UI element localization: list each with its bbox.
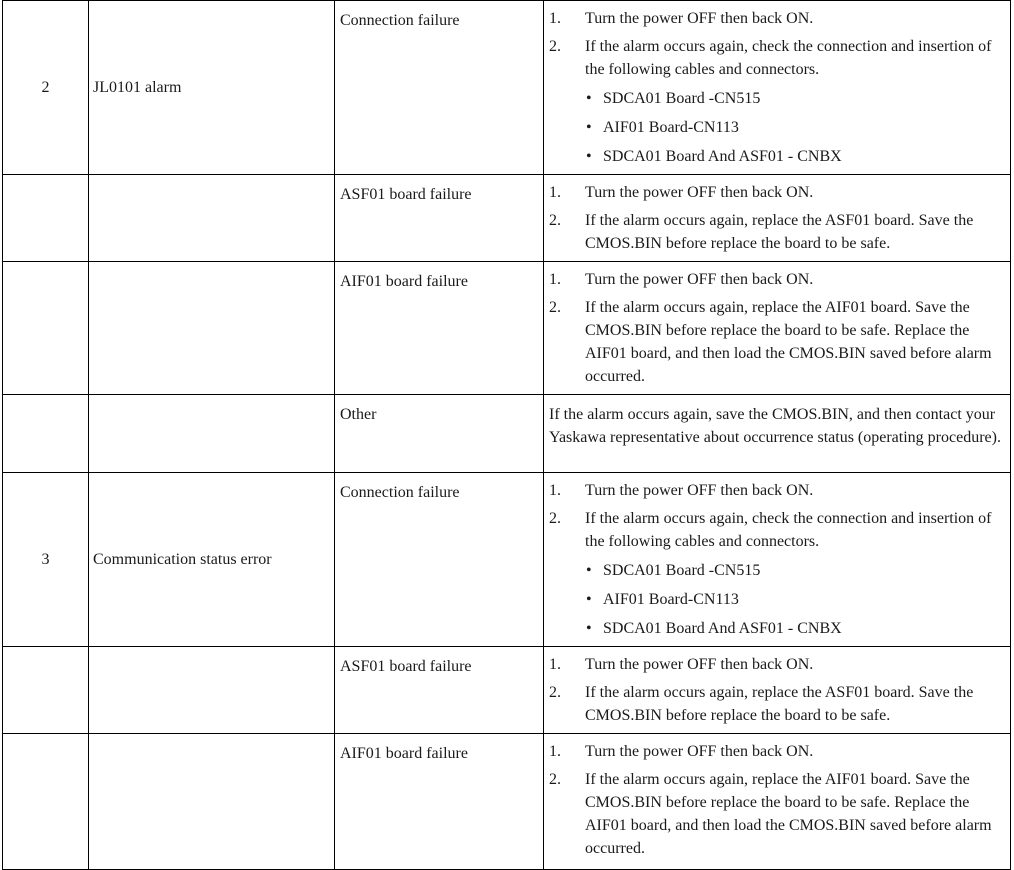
step-text: Turn the power OFF then back ON. [585, 271, 814, 288]
action-text: If the alarm occurs again, save the CMOS.BIN, and then contact your Yaskawa representative about occurrence status (operating procedure). [549, 406, 1001, 446]
row-number-cell [3, 1, 89, 175]
bullet-icon: • [586, 620, 592, 637]
alarm-name-cell [89, 473, 335, 647]
step-text: If the alarm occurs again, replace the AIF01 board. Save the CMOS.BIN before replace the board to be safe. Replace the AIF01 board, and then load the CMOS.BIN saved before alarm occurred. [585, 771, 992, 857]
alarm-name-cell [89, 262, 335, 395]
step-text: Turn the power OFF then back ON. [585, 10, 814, 27]
cause-cell [335, 395, 544, 473]
bullet-icon: • [586, 562, 592, 579]
bullet-icon: • [586, 148, 592, 165]
alarm-number: 3 [41, 551, 50, 568]
step-body [585, 181, 1006, 204]
step-body [585, 268, 1006, 291]
action-step [549, 296, 1006, 388]
row-number-cell [3, 734, 89, 870]
list-item-text: SDCA01 Board -CN515 [603, 90, 761, 107]
step-number: 1. [549, 271, 561, 288]
alarm-number: 2 [41, 79, 50, 96]
step-number: 1. [549, 656, 561, 673]
corrective-action-cell [544, 647, 1011, 734]
list-item [585, 588, 1006, 611]
action-step [549, 740, 1006, 763]
cause-label: ASF01 board failure [340, 186, 472, 203]
bullet-icon: • [586, 119, 592, 136]
step-body [585, 653, 1006, 676]
list-item-text: AIF01 Board-CN113 [603, 591, 739, 608]
step-number: 2. [549, 510, 561, 527]
action-step [549, 681, 1006, 727]
action-step [549, 181, 1006, 204]
alarm-name-cell [89, 647, 335, 734]
step-number: 2. [549, 38, 561, 55]
step-number: 2. [549, 684, 561, 701]
step-body [585, 768, 1006, 860]
step-number: 1. [549, 184, 561, 201]
row-number-cell [3, 395, 89, 473]
list-item [585, 559, 1006, 582]
corrective-action-cell [544, 395, 1011, 473]
table-row [3, 647, 1011, 734]
cause-label: ASF01 board failure [340, 658, 472, 675]
action-step [549, 653, 1006, 676]
action-step [549, 268, 1006, 291]
step-number: 1. [549, 743, 561, 760]
table-row [3, 395, 1011, 473]
step-body [585, 681, 1006, 727]
bullet-icon: • [586, 591, 592, 608]
alarm-name: JL0101 alarm [93, 79, 182, 96]
alarm-name-cell [89, 1, 335, 175]
cause-cell [335, 647, 544, 734]
step-body [585, 507, 1006, 640]
action-step [549, 7, 1006, 30]
corrective-action-cell [544, 1, 1011, 175]
list-item [585, 145, 1006, 168]
list-item-text: AIF01 Board-CN113 [603, 119, 739, 136]
step-text: If the alarm occurs again, check the connection and insertion of the following cables and connectors. [585, 38, 992, 78]
step-text: If the alarm occurs again, replace the AIF01 board. Save the CMOS.BIN before replace the board to be safe. Replace the AIF01 board, and then load the CMOS.BIN saved before alarm occurred. [585, 299, 992, 385]
connector-list [585, 87, 1006, 168]
alarm-name-cell [89, 734, 335, 870]
cause-cell [335, 1, 544, 175]
cause-label: AIF01 board failure [340, 273, 468, 290]
step-number: 2. [549, 771, 561, 788]
step-body [585, 7, 1006, 30]
corrective-action-cell [544, 175, 1011, 262]
step-body [585, 296, 1006, 388]
step-text: Turn the power OFF then back ON. [585, 482, 814, 499]
corrective-action-cell [544, 473, 1011, 647]
step-body [585, 479, 1006, 502]
cause-cell [335, 473, 544, 647]
cause-label: AIF01 board failure [340, 745, 468, 762]
corrective-action-cell [544, 734, 1011, 870]
row-number-cell [3, 262, 89, 395]
step-body [585, 740, 1006, 763]
row-number-cell [3, 175, 89, 262]
step-text: Turn the power OFF then back ON. [585, 743, 814, 760]
list-item [585, 617, 1006, 640]
table-row [3, 262, 1011, 395]
cause-label: Connection failure [340, 484, 460, 501]
table-row [3, 175, 1011, 262]
cause-cell [335, 262, 544, 395]
table-row [3, 473, 1011, 647]
step-text: If the alarm occurs again, check the connection and insertion of the following cables and connectors. [585, 510, 992, 550]
step-text: Turn the power OFF then back ON. [585, 656, 814, 673]
step-body [585, 35, 1006, 168]
step-number: 1. [549, 10, 561, 27]
step-text: If the alarm occurs again, replace the ASF01 board. Save the CMOS.BIN before replace the board to be safe. [585, 684, 974, 724]
step-number: 2. [549, 299, 561, 316]
row-number-cell [3, 473, 89, 647]
action-step [549, 479, 1006, 502]
list-item-text: SDCA01 Board -CN515 [603, 562, 761, 579]
table-row [3, 1, 1011, 175]
list-item-text: SDCA01 Board And ASF01 - CNBX [603, 148, 842, 165]
step-text: If the alarm occurs again, replace the ASF01 board. Save the CMOS.BIN before replace the board to be safe. [585, 212, 974, 252]
cause-cell [335, 734, 544, 870]
cause-cell [335, 175, 544, 262]
step-number: 2. [549, 212, 561, 229]
cause-label: Other [340, 406, 377, 423]
corrective-action-cell [544, 262, 1011, 395]
list-item [585, 87, 1006, 110]
list-item [585, 116, 1006, 139]
action-step [549, 768, 1006, 860]
alarm-name-cell [89, 395, 335, 473]
row-number-cell [3, 647, 89, 734]
alarm-name: Communication status error [93, 551, 272, 568]
step-text: Turn the power OFF then back ON. [585, 184, 814, 201]
action-step [549, 209, 1006, 255]
step-number: 1. [549, 482, 561, 499]
step-body [585, 209, 1006, 255]
alarm-troubleshooting-table [2, 0, 1011, 870]
connector-list [585, 559, 1006, 640]
action-step [549, 35, 1006, 168]
bullet-icon: • [586, 90, 592, 107]
action-step [549, 507, 1006, 640]
alarm-name-cell [89, 175, 335, 262]
list-item-text: SDCA01 Board And ASF01 - CNBX [603, 620, 842, 637]
table-row [3, 734, 1011, 870]
cause-label: Connection failure [340, 12, 460, 29]
